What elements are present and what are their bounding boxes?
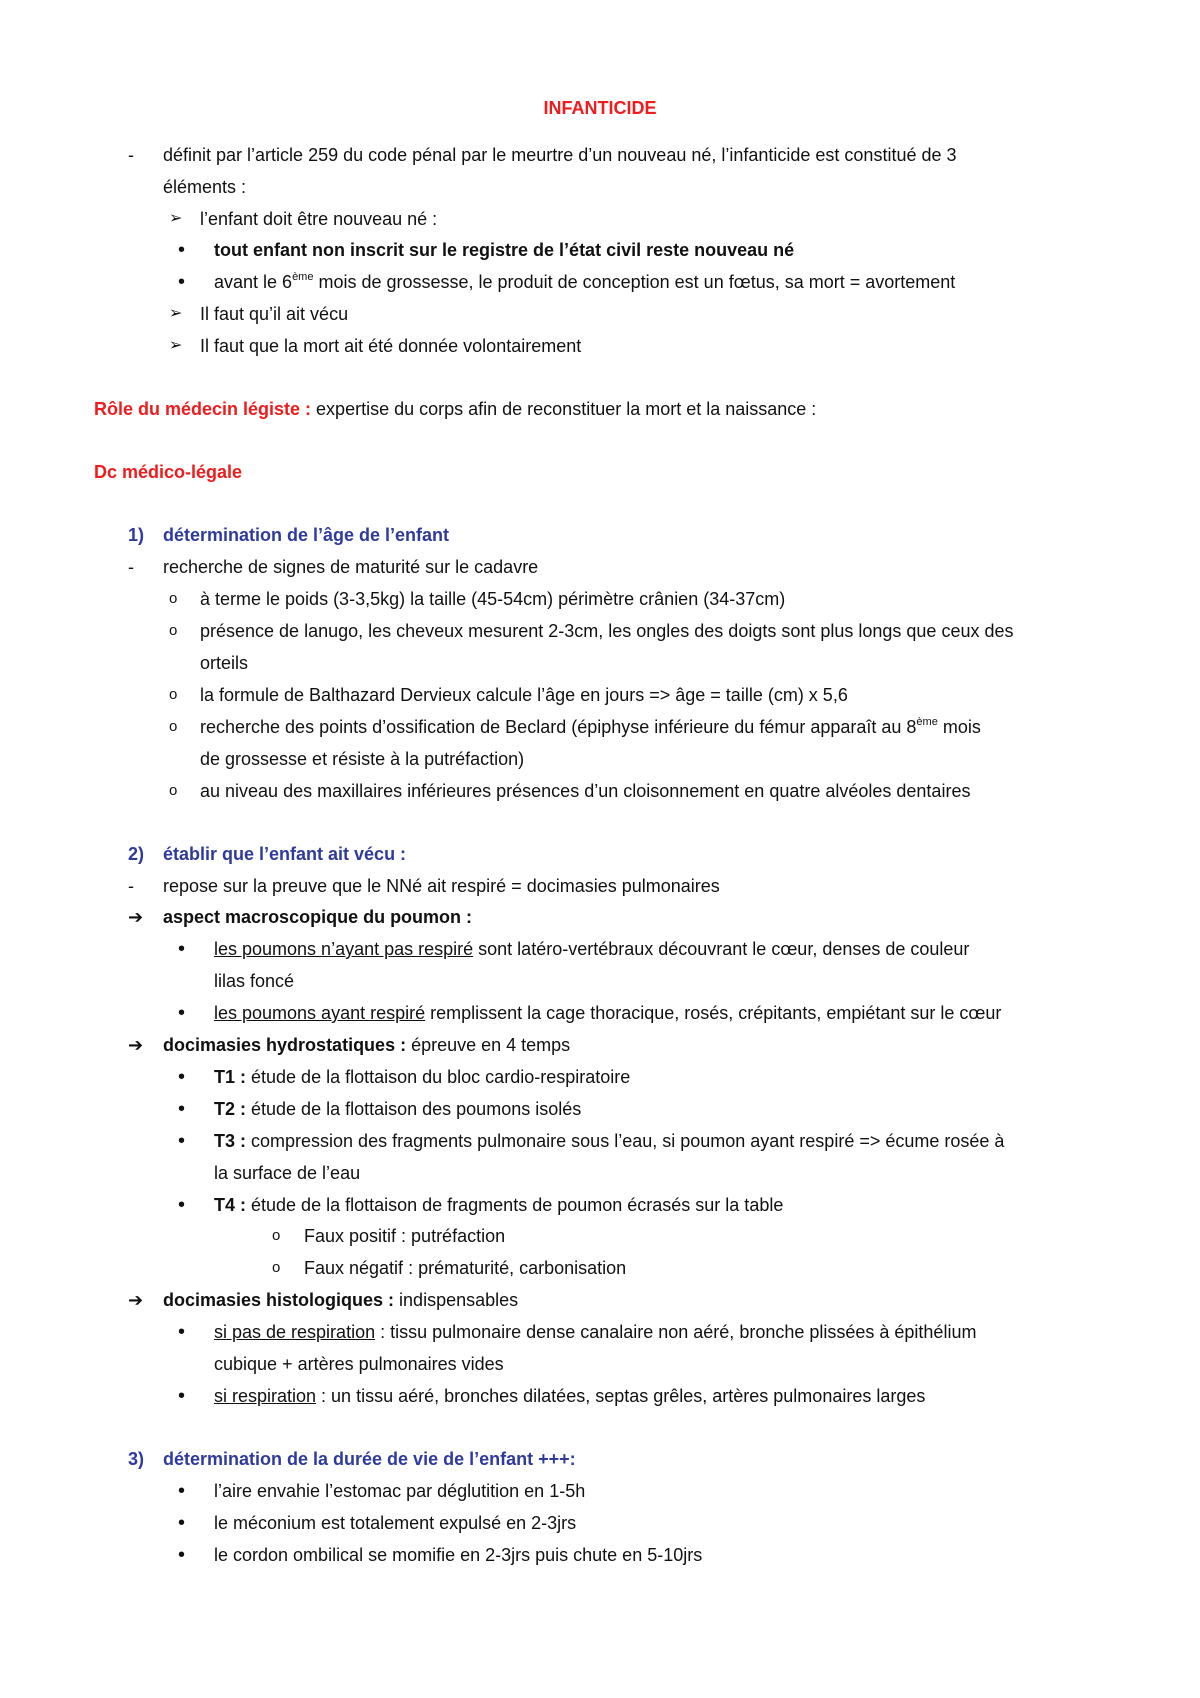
- bullet-text: : un tissu aéré, bronches dilatées, septas grêles, artères pulmonaires larges: [316, 1386, 926, 1406]
- arrow-right-icon: ➔: [128, 1035, 144, 1055]
- dc-heading: Dc médico-légale: [94, 462, 243, 482]
- section-3-item: le méconium est totalement expulsé en 2-3jrs: [214, 1513, 577, 1533]
- bullet-icon: •: [178, 1098, 186, 1120]
- section-2-dash-item: repose sur la preuve que le NNé ait respiré = docimasies pulmonaires: [163, 876, 720, 896]
- underlined-text: les poumons ayant respiré: [214, 1003, 426, 1023]
- bullet-text: sont latéro-vertébraux découvrant le cœur, denses de couleur: [473, 939, 970, 959]
- section-1-item-cont: orteils: [200, 653, 249, 673]
- bullet-icon: •: [178, 1194, 186, 1216]
- macro-bullet-2: [214, 997, 1001, 1029]
- role-label: Rôle du médecin légiste :: [94, 399, 312, 419]
- section-3-item: le cordon ombilical se momifie en 2-3jrs puis chute en 5-10jrs: [214, 1545, 703, 1565]
- bold-label: docimasies hydrostatiques :: [163, 1035, 407, 1055]
- section-1-dash-item: recherche de signes de maturité sur le cadavre: [163, 557, 539, 577]
- intro-item-3: Il faut que la mort ait été donnée volontairement: [200, 336, 582, 356]
- bullet-icon: •: [178, 1066, 186, 1088]
- hydro-heading: [163, 1029, 570, 1061]
- dash-marker: -: [128, 557, 134, 577]
- bullet-text: compression des fragments pulmonaire sous l’eau, si poumon ayant respiré => écume rosée à: [246, 1131, 1005, 1151]
- section-1-item: à terme le poids (3-3,5kg) la taille (45-54cm) périmètre crânien (34-37cm): [200, 589, 786, 609]
- circle-bullet-icon: o: [272, 1259, 281, 1276]
- arrow-right-icon: ➔: [128, 1290, 144, 1310]
- bullet-icon: •: [178, 1385, 186, 1407]
- hydro-t3: [214, 1125, 1004, 1157]
- superscript: ème: [916, 716, 938, 728]
- macro-heading: aspect macroscopique du poumon :: [163, 907, 473, 927]
- section-1-item: la formule de Balthazard Dervieux calcule l’âge en jours => âge = taille (cm) x 5,6: [200, 685, 848, 705]
- section-1-heading: détermination de l’âge de l’enfant: [163, 525, 450, 545]
- bullet-text: étude de la flottaison de fragments de poumon écrasés sur la table: [246, 1195, 784, 1215]
- bullet-text: : tissu pulmonaire dense canalaire non aéré, bronche plissées à épithélium: [375, 1322, 977, 1342]
- section-1-item: présence de lanugo, les cheveux mesurent 2-3cm, les ongles des doigts sont plus longs que ceux des: [200, 621, 1014, 641]
- arrow-right-icon: ➔: [128, 907, 144, 927]
- section-1-item-cont: de grossesse et résiste à la putréfaction): [200, 749, 525, 769]
- bullet-icon: •: [178, 1130, 186, 1152]
- hydro-t4: [214, 1189, 783, 1221]
- role-text: expertise du corps afin de reconstituer la mort et la naissance :: [311, 399, 817, 419]
- section-3-heading: détermination de la durée de vie de l’enfant +++:: [163, 1449, 576, 1469]
- section-1-item: au niveau des maxillaires inférieures présences d’un cloisonnement en quatre alvéoles dentaires: [200, 781, 971, 801]
- dash-marker: -: [128, 876, 134, 896]
- heading-text: épreuve en 4 temps: [406, 1035, 571, 1055]
- bullet-icon: •: [178, 1544, 186, 1566]
- bullet-text: étude de la flottaison du bloc cardio-respiratoire: [246, 1067, 631, 1087]
- bold-label: T1 :: [214, 1067, 247, 1087]
- arrowhead-bullet-icon: ➢: [169, 210, 183, 227]
- false-positive: Faux positif : putréfaction: [304, 1226, 506, 1246]
- bullet-icon: •: [178, 938, 186, 960]
- bullet-icon: •: [178, 239, 186, 261]
- hydro-t2: [214, 1093, 581, 1125]
- histo-bullet-1: [214, 1316, 976, 1348]
- circle-bullet-icon: o: [169, 782, 178, 799]
- role-paragraph: [94, 393, 816, 425]
- macro-bullet-1-cont: lilas foncé: [214, 971, 295, 991]
- histo-bullet-2: [214, 1380, 925, 1412]
- bold-label: T3 :: [214, 1131, 247, 1151]
- sub-item-text: mois de grossesse, le produit de conception est un fœtus, sa mort = avortement: [313, 272, 956, 292]
- section-2-heading: établir que l’enfant ait vécu :: [163, 844, 407, 864]
- intro-item-2: Il faut qu’il ait vécu: [200, 304, 349, 324]
- false-negative: Faux négatif : prématurité, carbonisation: [304, 1258, 627, 1278]
- hydro-t3-cont: la surface de l’eau: [214, 1163, 361, 1183]
- underlined-text: si respiration: [214, 1386, 317, 1406]
- item-text: mois: [937, 717, 981, 737]
- bullet-icon: •: [178, 1512, 186, 1534]
- underlined-text: les poumons n’ayant pas respiré: [214, 939, 474, 959]
- macro-bullet-1: [214, 933, 969, 965]
- document-title: INFANTICIDE: [543, 98, 657, 118]
- hydro-t1: [214, 1061, 630, 1093]
- section-number: 2): [128, 844, 145, 864]
- bullet-text: remplissent la cage thoracique, rosés, crépitants, empiétant sur le cœur: [425, 1003, 1002, 1023]
- section-number: 3): [128, 1449, 145, 1469]
- item-text: recherche des points d’ossification de Beclard (épiphyse inférieure du fémur apparaît au 8: [200, 717, 917, 737]
- bold-label: T2 :: [214, 1099, 247, 1119]
- circle-bullet-icon: o: [169, 686, 178, 703]
- circle-bullet-icon: o: [169, 622, 178, 639]
- bullet-icon: •: [178, 1321, 186, 1343]
- sub-item-text: avant le 6: [214, 272, 293, 292]
- histo-heading: [163, 1284, 518, 1316]
- circle-bullet-icon: o: [169, 718, 178, 735]
- intro-item-1: l’enfant doit être nouveau né :: [200, 209, 438, 229]
- arrowhead-bullet-icon: ➢: [169, 305, 183, 322]
- intro-line-1: définit par l’article 259 du code pénal par le meurtre d’un nouveau né, l’infanticide est constitué de 3: [163, 145, 957, 165]
- section-3-item: l’aire envahie l’estomac par déglutition en 1-5h: [214, 1481, 586, 1501]
- circle-bullet-icon: o: [272, 1227, 281, 1244]
- dash-marker: -: [128, 145, 134, 165]
- bullet-icon: •: [178, 1480, 186, 1502]
- bullet-icon: •: [178, 271, 186, 293]
- arrowhead-bullet-icon: ➢: [169, 337, 183, 354]
- bold-label: T4 :: [214, 1195, 247, 1215]
- intro-line-2: éléments :: [163, 177, 247, 197]
- intro-sub-item-1: tout enfant non inscrit sur le registre de l’état civil reste nouveau né: [214, 240, 795, 260]
- section-1-item: [200, 711, 981, 743]
- intro-sub-item-2: [214, 266, 955, 298]
- bullet-text: étude de la flottaison des poumons isolés: [246, 1099, 582, 1119]
- underlined-text: si pas de respiration: [214, 1322, 376, 1342]
- histo-bullet-1-cont: cubique + artères pulmonaires vides: [214, 1354, 504, 1374]
- bold-label: docimasies histologiques :: [163, 1290, 395, 1310]
- bullet-icon: •: [178, 1002, 186, 1024]
- section-number: 1): [128, 525, 145, 545]
- heading-text: indispensables: [394, 1290, 519, 1310]
- circle-bullet-icon: o: [169, 590, 178, 607]
- superscript: ème: [292, 271, 314, 283]
